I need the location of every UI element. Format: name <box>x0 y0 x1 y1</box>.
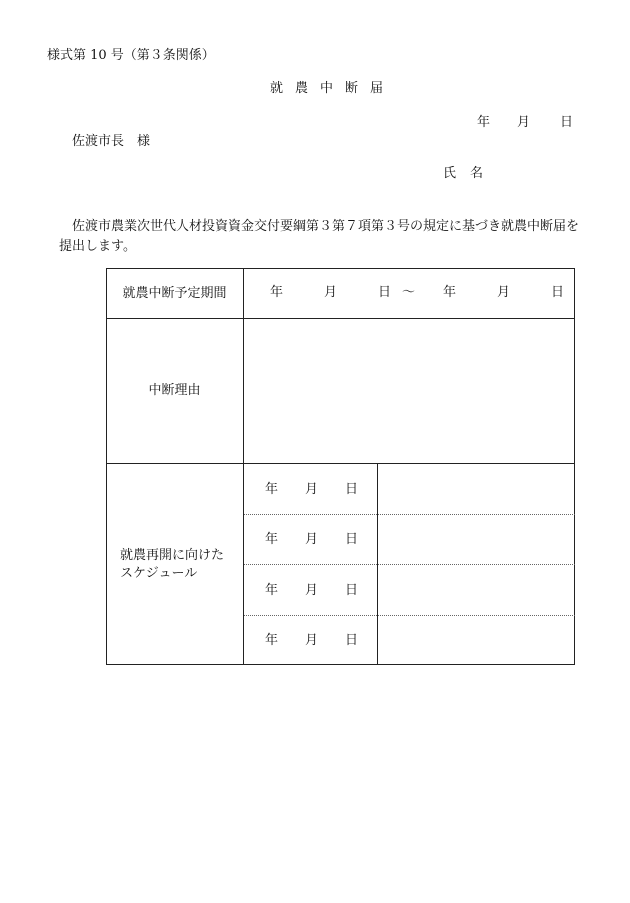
schedule-date-1[interactable] <box>244 482 377 498</box>
form-number: 様式第 10 号（第３条関係） <box>47 48 215 63</box>
declaration-text: 佐渡市農業次世代人材投資資金交付要綱第３第７項第３号の規定に基づき就農中断届を提出します。 <box>59 219 580 254</box>
schedule-date-3[interactable] <box>244 583 377 599</box>
schedule-year: 年 <box>265 633 279 648</box>
period-end-month: 月 <box>497 285 511 300</box>
date-month-label: 月 <box>517 115 531 130</box>
schedule-month: 月 <box>305 532 319 547</box>
schedule-date-4[interactable] <box>244 633 377 649</box>
reason-label: 中断理由 <box>148 383 201 398</box>
period-start-month: 月 <box>324 285 338 300</box>
addressee: 佐渡市長 様 <box>72 134 151 149</box>
schedule-date-2[interactable] <box>244 532 377 548</box>
period-value[interactable] <box>244 285 575 301</box>
submission-date <box>477 115 573 131</box>
schedule-year: 年 <box>265 482 279 497</box>
schedule-month: 月 <box>305 482 319 497</box>
schedule-detail-1[interactable] <box>378 464 575 514</box>
period-end-year: 年 <box>443 285 457 300</box>
period-start-day: 日 <box>378 285 392 300</box>
schedule-day: 日 <box>345 583 359 598</box>
schedule-day: 日 <box>345 633 359 648</box>
schedule-year: 年 <box>265 583 279 598</box>
schedule-month: 月 <box>305 583 319 598</box>
schedule-month: 月 <box>305 633 319 648</box>
schedule-label-line: スケジュール <box>120 566 198 581</box>
date-year-label: 年 <box>477 115 491 130</box>
period-separator: ～ <box>402 285 416 300</box>
schedule-year: 年 <box>265 532 279 547</box>
applicant-name-label: 氏名 <box>443 166 498 181</box>
date-day-label: 日 <box>560 115 574 130</box>
schedule-label <box>120 547 224 583</box>
schedule-day: 日 <box>345 532 359 547</box>
document-title: 就農中断届 <box>270 81 396 96</box>
schedule-detail-4[interactable] <box>378 616 575 665</box>
schedule-label-line: 就農再開に向けた <box>120 548 225 563</box>
period-end-day: 日 <box>551 285 565 300</box>
schedule-day: 日 <box>345 482 359 497</box>
schedule-detail-2[interactable] <box>378 515 575 564</box>
period-label: 就農中断予定期間 <box>122 286 227 301</box>
schedule-detail-3[interactable] <box>378 565 575 615</box>
reason-field[interactable] <box>244 319 575 463</box>
period-start-year: 年 <box>270 285 284 300</box>
